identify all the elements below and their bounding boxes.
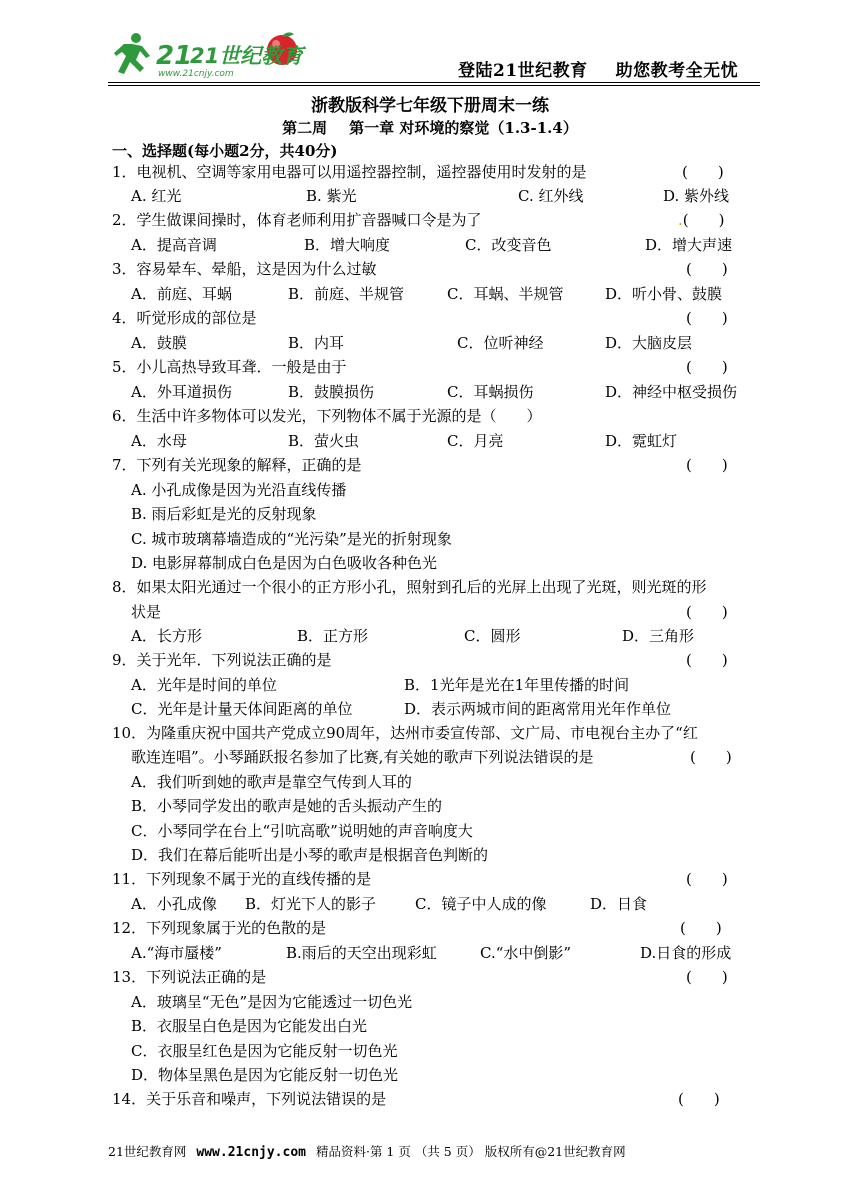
q9-option-a: A．光年是时间的单位: [131, 676, 277, 694]
q13-option-b: B．衣服呈白色是因为它能发出白光: [131, 1017, 368, 1035]
q6-option-a: A．水母: [131, 432, 187, 450]
q3-option-d: D．听小骨、鼓膜: [605, 285, 723, 303]
header-divider: [108, 82, 760, 83]
slogan-left: 登陆21世纪教育: [458, 61, 588, 81]
q7-option-c: C. 城市玻璃幕墙造成的“光污染”是光的折射现象: [131, 530, 452, 548]
answer-blank-8: ( ): [686, 603, 728, 621]
header-divider-thin: [108, 85, 760, 86]
q12-option-b: B.雨后的天空出现彩虹: [286, 944, 437, 962]
q12-option-a: A.“海市蜃楼”: [131, 944, 222, 962]
question-7-stem: 7．下列有关光现象的解释，正确的是: [112, 456, 362, 474]
slogan-right: 助您教考全无忧: [615, 61, 739, 81]
q5-option-c: C．耳蜗损伤: [447, 383, 534, 401]
svg-text:21: 21: [156, 41, 193, 71]
q8-option-a: A．长方形: [131, 627, 202, 645]
answer-blank-13: ( ): [686, 968, 728, 986]
site-logo: [112, 30, 312, 80]
q11-option-a: A．小孔成像: [131, 895, 217, 913]
question-4-stem: 4．听觉形成的部位是: [112, 309, 257, 327]
answer-blank-7: ( ): [686, 456, 728, 474]
q6-option-d: D．霓虹灯: [605, 432, 678, 450]
q2-option-c: C．改变音色: [465, 236, 552, 254]
q11-option-d: D．日食: [590, 895, 648, 913]
q9-option-b: B．1光年是光在1年里传播的时间: [404, 676, 630, 694]
question-8-stem: 8．如果太阳光通过一个很小的正方形小孔，照射到孔后的光屏上出现了光斑，则光斑的形: [112, 578, 707, 596]
q4-option-d: D．大脑皮层: [605, 334, 693, 352]
svg-text:21世纪教育: 21世纪教育: [190, 44, 304, 68]
answer-blank-1: ( ): [682, 163, 724, 181]
q5-option-a: A．外耳道损伤: [131, 383, 232, 401]
stray-dot: .: [678, 211, 683, 229]
q9-option-d: D．表示两城市间的距离常用光年作单位: [404, 700, 672, 718]
q13-option-d: D．物体呈黑色是因为它能反射一切色光: [131, 1066, 399, 1084]
svg-text:www.21cnjy.com: www.21cnjy.com: [158, 69, 234, 79]
question-12-stem: 12．下列现象属于光的色散的是: [112, 919, 327, 937]
answer-blank-3: ( ): [686, 260, 728, 278]
q7-option-d: D. 电影屏幕制成白色是因为白色吸收各种色光: [131, 554, 438, 572]
q10-option-d: D．我们在幕后能听出是小琴的歌声是根据音色判断的: [131, 846, 489, 864]
answer-blank-12: ( ): [680, 919, 722, 937]
q1-option-a: A. 红光: [131, 187, 182, 205]
question-10-stem: 10．为隆重庆祝中国共产党成立90周年，达州市委宣传部、文广局、市电视台主办了“红: [112, 724, 698, 742]
q10-option-a: A．我们听到她的歌声是靠空气传到人耳的: [131, 773, 412, 791]
q6-option-c: C．月亮: [447, 432, 504, 450]
q12-option-c: C.“水中倒影”: [480, 944, 572, 962]
q4-option-b: B．内耳: [288, 334, 345, 352]
footer-left: 21世纪教育网: [108, 1144, 187, 1159]
q1-option-c: C. 红外线: [518, 187, 584, 205]
q9-option-c: C．光年是计量天体间距离的单位: [131, 700, 353, 718]
q10-option-b: B．小琴同学发出的歌声是她的舌头振动产生的: [131, 797, 443, 815]
answer-blank-14: ( ): [678, 1090, 720, 1108]
q3-option-b: B．前庭、半规管: [288, 285, 405, 303]
q12-option-d: D.日食的形成: [640, 944, 732, 962]
q13-option-c: C．衣服呈红色是因为它能反射一切色光: [131, 1042, 398, 1060]
q4-option-a: A．鼓膜: [131, 334, 187, 352]
section-heading: 一、选择题(每小题2分，共40分): [112, 142, 338, 160]
question-11-stem: 11．下列现象不属于光的直线传播的是: [112, 870, 372, 888]
footer-site-link[interactable]: www.21cnjy.com: [196, 1145, 306, 1160]
q1-option-d: D. 紫外线: [663, 187, 730, 205]
q8-option-c: C．圆形: [464, 627, 521, 645]
question-8-stem-cont: 状是: [131, 603, 162, 621]
q5-option-b: B．鼓膜损伤: [288, 383, 375, 401]
question-9-stem: 9．关于光年．下列说法正确的是: [112, 651, 332, 669]
q1-option-b: B. 紫光: [306, 187, 357, 205]
q10-option-c: C．小琴同学在台上“引吭高歌”说明她的声音响度大: [131, 822, 473, 840]
page-subtitle: [0, 117, 860, 138]
q5-option-d: D．神经中枢受损伤: [605, 383, 738, 401]
page-footer: [108, 1142, 626, 1160]
answer-blank-10: ( ): [690, 748, 732, 766]
question-2-stem: 2．学生做课间操时，体育老师利用扩音器喊口令是为了: [112, 211, 482, 229]
question-1-stem: 1．电视机、空调等家用电器可以用遥控器控制，遥控器使用时发射的是: [112, 163, 587, 181]
q11-option-b: B．灯光下人的影子: [245, 895, 377, 913]
subtitle-chapter: 第一章 对环境的察觉（1.3-1.4）: [349, 119, 578, 137]
question-5-stem: 5．小儿高热导致耳聋．一般是由于: [112, 358, 347, 376]
answer-blank-9: ( ): [686, 651, 728, 669]
q7-option-a: A. 小孔成像是因为光沿直线传播: [131, 481, 347, 499]
q2-option-b: B．增大响度: [304, 236, 391, 254]
page-title: 浙教版科学七年级下册周末一练: [311, 96, 549, 116]
q6-option-b: B．萤火虫: [288, 432, 360, 450]
q13-option-a: A．玻璃呈“无色”是因为它能透过一切色光: [131, 993, 413, 1011]
question-6-stem: 6．生活中许多物体可以发光，下列物体不属于光源的是（ ）: [112, 407, 542, 425]
q2-option-d: D．增大声速: [645, 236, 733, 254]
question-3-stem: 3．容易晕车、晕船，这是因为什么过敏: [112, 260, 377, 278]
q8-option-d: D．三角形: [622, 627, 695, 645]
question-10-stem-cont: 歌连连唱”。小琴踊跃报名参加了比赛,有关她的歌声下列说法错误的是: [131, 748, 594, 766]
q4-option-c: C．位听神经: [457, 334, 544, 352]
q3-option-c: C．耳蜗、半规管: [447, 285, 564, 303]
answer-blank-11: ( ): [686, 870, 728, 888]
header-slogan: [458, 56, 738, 81]
answer-blank-2: .( ): [678, 211, 725, 229]
question-14-stem: 14．关于乐音和噪声，下列说法错误的是: [112, 1090, 387, 1108]
q2-option-a: A．提高音调: [131, 236, 217, 254]
answer-blank-5: ( ): [686, 358, 728, 376]
q3-option-a: A．前庭、耳蜗: [131, 285, 232, 303]
subtitle-week: 第二周: [282, 119, 328, 137]
question-13-stem: 13．下列说法正确的是: [112, 968, 267, 986]
footer-right: 精品资料·第 1 页 （共 5 页） 版权所有@21世纪教育网: [315, 1144, 626, 1159]
q7-option-b: B. 雨后彩虹是光的反射现象: [131, 505, 317, 523]
q11-option-c: C．镜子中人成的像: [415, 895, 547, 913]
answer-blank-4: ( ): [686, 309, 728, 327]
q8-option-b: B．正方形: [297, 627, 369, 645]
